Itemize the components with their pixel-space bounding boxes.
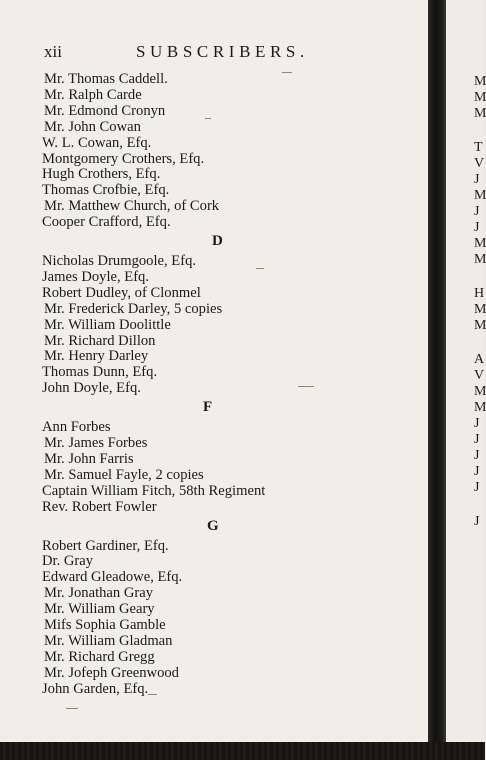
subscriber-entry: Mr. Richard Dillon <box>44 332 156 349</box>
subscriber-entry: Mr. John Farris <box>44 450 134 467</box>
subscriber-entry: Mr. William Doolittle <box>44 316 171 333</box>
subscriber-entry: Robert Gardiner, Efq. <box>42 537 169 554</box>
facing-page-fragment: T <box>474 140 483 155</box>
subscriber-entry: Hugh Crothers, Efq. <box>42 166 161 183</box>
scan-speck <box>256 268 264 269</box>
book-gutter <box>428 0 446 760</box>
subscriber-entry: Thomas Dunn, Efq. <box>42 364 158 381</box>
facing-page-fragment: M <box>474 400 486 415</box>
facing-page-fragment: M <box>474 302 486 317</box>
scan-speck <box>66 708 78 709</box>
section-letter-g: G <box>207 517 219 534</box>
subscriber-entry: John Doyle, Efq. <box>42 380 141 397</box>
facing-page-fragment: H <box>474 286 485 301</box>
subscriber-entry: James Doyle, Efq. <box>42 268 149 285</box>
subscriber-entry: Mifs Sophia Gamble <box>44 617 166 633</box>
facing-page-fragment: J <box>474 172 480 187</box>
subscriber-entry: Mr. William Geary <box>44 601 155 618</box>
facing-page-fragment: M <box>474 90 486 105</box>
subscriber-entry: Rev. Robert Fowler <box>42 498 157 515</box>
facing-page-fragment: M <box>474 252 486 267</box>
subscriber-entry: Mr. Matthew Church, of Cork <box>44 198 220 215</box>
scan-bottom-edge <box>0 742 485 760</box>
subscriber-entry: Mr. Jofeph Greenwood <box>44 664 179 681</box>
subscriber-entry: Dr. Gray <box>42 553 94 570</box>
subscriber-entry: Captain William Fitch, 58th Regiment <box>42 482 266 499</box>
facing-page-fragment: M <box>474 188 486 203</box>
facing-page-fragment: J <box>474 480 480 495</box>
facing-page-fragment: J <box>474 514 480 529</box>
facing-page-fragment: V <box>474 156 485 171</box>
facing-page-fragment: M <box>474 318 486 333</box>
subscriber-entry: Ann Forbes <box>42 419 111 436</box>
facing-page-fragment: J <box>474 204 480 219</box>
facing-page-fragment: J <box>474 464 480 479</box>
facing-page-fragment: J <box>474 432 480 447</box>
subscriber-entry: Mr. Frederick Darley, 5 copies <box>44 300 223 317</box>
subscriber-entry: Mr. Henry Darley <box>44 348 149 365</box>
scan-speck <box>282 72 292 73</box>
subscriber-entry: Mr. Thomas Caddell. <box>44 71 168 87</box>
subscriber-entry: Thomas Crofbie, Efq. <box>42 182 170 199</box>
subscriber-entry: Mr. William Gladman <box>44 632 173 649</box>
running-title: SUBSCRIBERS. <box>136 42 309 61</box>
subscriber-entry: Mr. Jonathan Gray <box>44 585 154 602</box>
subscriber-entry: W. L. Cowan, Efq. <box>42 134 152 151</box>
subscriber-entry: Cooper Crafford, Efq. <box>42 214 171 231</box>
section-letter-d: D <box>212 233 223 249</box>
subscriber-entry: Nicholas Drumgoole, Efq. <box>42 253 197 269</box>
page-number: xii <box>44 42 62 61</box>
facing-page-fragment: M <box>474 236 486 251</box>
subscriber-entry: John Garden, Efq. <box>42 680 149 697</box>
facing-page-fragment: J <box>474 416 480 431</box>
facing-page-fragment: J <box>474 448 480 463</box>
subscriber-entry: Mr. Richard Gregg <box>44 648 155 665</box>
subscriber-entry: Mr. Ralph Carde <box>44 86 142 103</box>
subscriber-entry: Robert Dudley, of Clonmel <box>42 284 201 301</box>
facing-page-fragment: M <box>474 384 486 399</box>
subscriber-entry: Mr. Samuel Fayle, 2 copies <box>44 466 204 483</box>
facing-page-fragment: M <box>474 74 486 89</box>
scan-speck <box>298 386 314 387</box>
scan-speck <box>148 694 157 695</box>
section-letter-f: F <box>203 399 213 416</box>
facing-page-fragment: J <box>474 220 480 235</box>
subscriber-entry: Mr. Edmond Cronyn <box>44 102 166 119</box>
facing-page-fragment: V <box>474 368 485 383</box>
scan-speck <box>205 118 211 119</box>
facing-page-fragment: M <box>474 106 486 121</box>
subscriber-entry: Montgomery Crothers, Efq. <box>42 150 205 167</box>
subscriber-entry: Mr. John Cowan <box>44 118 141 135</box>
subscriber-entry: Edward Gleadowe, Efq. <box>42 569 183 586</box>
facing-page-fragment: A <box>474 352 485 367</box>
subscriber-entry: Mr. James Forbes <box>44 435 148 451</box>
